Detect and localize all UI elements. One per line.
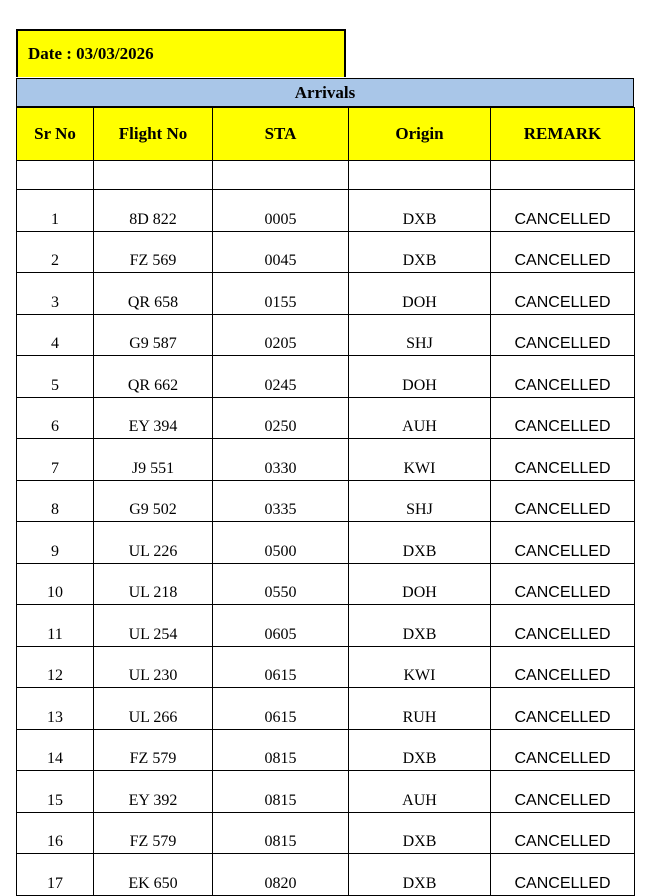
cell-sta: 0250	[213, 397, 349, 439]
cell-remark: CANCELLED	[491, 314, 635, 356]
cell-sr-no: 6	[17, 397, 94, 439]
cell-remark: CANCELLED	[491, 646, 635, 688]
cell-flight-no: G9 587	[94, 314, 213, 356]
cell-remark: CANCELLED	[491, 273, 635, 315]
table-row	[17, 729, 635, 771]
cell-flight-no: UL 218	[94, 563, 213, 605]
cell-flight-no: EK 650	[94, 854, 213, 896]
cell-sr-no: 7	[17, 439, 94, 481]
cell-sta: 0815	[213, 812, 349, 854]
cell-flight-no: 8D 822	[94, 190, 213, 232]
cell-origin: SHJ	[349, 314, 491, 356]
cell-flight-no: EY 392	[94, 771, 213, 813]
cell-sta: 0205	[213, 314, 349, 356]
cell-remark: CANCELLED	[491, 729, 635, 771]
date-text: Date : 03/03/2026	[28, 44, 154, 63]
cell-remark: CANCELLED	[491, 771, 635, 813]
column-header-sr-no: Sr No	[17, 108, 94, 161]
cell-sta: 0550	[213, 563, 349, 605]
cell-sta: 0330	[213, 439, 349, 481]
cell-flight-no: FZ 579	[94, 812, 213, 854]
cell-flight-no: FZ 569	[94, 231, 213, 273]
spacer-cell	[94, 161, 213, 190]
cell-sta: 0615	[213, 688, 349, 730]
cell-sr-no: 14	[17, 729, 94, 771]
cell-origin: DXB	[349, 231, 491, 273]
cell-origin: AUH	[349, 397, 491, 439]
cell-sr-no: 4	[17, 314, 94, 356]
table-row	[17, 439, 635, 481]
cell-sr-no: 10	[17, 563, 94, 605]
cell-sta: 0005	[213, 190, 349, 232]
table-row	[17, 480, 635, 522]
cell-sta: 0245	[213, 356, 349, 398]
table-row	[17, 812, 635, 854]
cell-sr-no: 8	[17, 480, 94, 522]
cell-flight-no: QR 658	[94, 273, 213, 315]
cell-sr-no: 1	[17, 190, 94, 232]
cell-sr-no: 9	[17, 522, 94, 564]
cell-remark: CANCELLED	[491, 190, 635, 232]
column-header-remark: REMARK	[491, 108, 635, 161]
column-header-sta: STA	[213, 108, 349, 161]
cell-remark: CANCELLED	[491, 605, 635, 647]
column-header-origin: Origin	[349, 108, 491, 161]
header-spacer-row	[17, 161, 635, 190]
cell-sr-no: 5	[17, 356, 94, 398]
column-header-flight-no: Flight No	[94, 108, 213, 161]
cell-sr-no: 3	[17, 273, 94, 315]
cell-origin: DXB	[349, 190, 491, 232]
cell-sta: 0335	[213, 480, 349, 522]
arrivals-table	[16, 107, 635, 896]
table-row	[17, 231, 635, 273]
cell-remark: CANCELLED	[491, 231, 635, 273]
cell-origin: KWI	[349, 439, 491, 481]
cell-sta: 0045	[213, 231, 349, 273]
cell-origin: DXB	[349, 812, 491, 854]
table-row	[17, 771, 635, 813]
cell-origin: DOH	[349, 273, 491, 315]
table-row	[17, 273, 635, 315]
cell-origin: DXB	[349, 522, 491, 564]
cell-sr-no: 13	[17, 688, 94, 730]
cell-origin: SHJ	[349, 480, 491, 522]
cell-flight-no: J9 551	[94, 439, 213, 481]
cell-sta: 0155	[213, 273, 349, 315]
cell-flight-no: UL 254	[94, 605, 213, 647]
spacer-cell	[17, 161, 94, 190]
cell-sr-no: 17	[17, 854, 94, 896]
cell-sta: 0615	[213, 646, 349, 688]
cell-sta: 0605	[213, 605, 349, 647]
table-row	[17, 397, 635, 439]
cell-origin: DOH	[349, 563, 491, 605]
cell-origin: DXB	[349, 854, 491, 896]
cell-sr-no: 12	[17, 646, 94, 688]
cell-origin: DXB	[349, 729, 491, 771]
cell-flight-no: UL 226	[94, 522, 213, 564]
table-row	[17, 190, 635, 232]
cell-remark: CANCELLED	[491, 563, 635, 605]
table-row	[17, 688, 635, 730]
cell-sta: 0820	[213, 854, 349, 896]
cell-origin: RUH	[349, 688, 491, 730]
cell-sr-no: 15	[17, 771, 94, 813]
cell-sr-no: 16	[17, 812, 94, 854]
cell-flight-no: UL 230	[94, 646, 213, 688]
cell-sr-no: 11	[17, 605, 94, 647]
spacer-cell	[491, 161, 635, 190]
table-row	[17, 314, 635, 356]
cell-sr-no: 2	[17, 231, 94, 273]
cell-flight-no: QR 662	[94, 356, 213, 398]
table-title-text: Arrivals	[294, 82, 356, 102]
table-row	[17, 646, 635, 688]
cell-origin: DOH	[349, 356, 491, 398]
cell-remark: CANCELLED	[491, 688, 635, 730]
spacer-cell	[349, 161, 491, 190]
table-row	[17, 356, 635, 398]
cell-remark: CANCELLED	[491, 356, 635, 398]
cell-flight-no: EY 394	[94, 397, 213, 439]
date-label	[16, 29, 346, 77]
cell-sta: 0815	[213, 729, 349, 771]
table-title	[16, 78, 634, 107]
cell-origin: KWI	[349, 646, 491, 688]
table-row	[17, 522, 635, 564]
spacer-cell	[213, 161, 349, 190]
cell-origin: AUH	[349, 771, 491, 813]
cell-flight-no: FZ 579	[94, 729, 213, 771]
cell-flight-no: UL 266	[94, 688, 213, 730]
table-row	[17, 605, 635, 647]
table-row	[17, 563, 635, 605]
table-header-row	[17, 108, 635, 161]
cell-remark: CANCELLED	[491, 812, 635, 854]
table-row	[17, 854, 635, 896]
cell-remark: CANCELLED	[491, 480, 635, 522]
cell-remark: CANCELLED	[491, 854, 635, 896]
cell-remark: CANCELLED	[491, 397, 635, 439]
cell-sta: 0815	[213, 771, 349, 813]
cell-remark: CANCELLED	[491, 522, 635, 564]
cell-remark: CANCELLED	[491, 439, 635, 481]
cell-origin: DXB	[349, 605, 491, 647]
cell-flight-no: G9 502	[94, 480, 213, 522]
cell-sta: 0500	[213, 522, 349, 564]
